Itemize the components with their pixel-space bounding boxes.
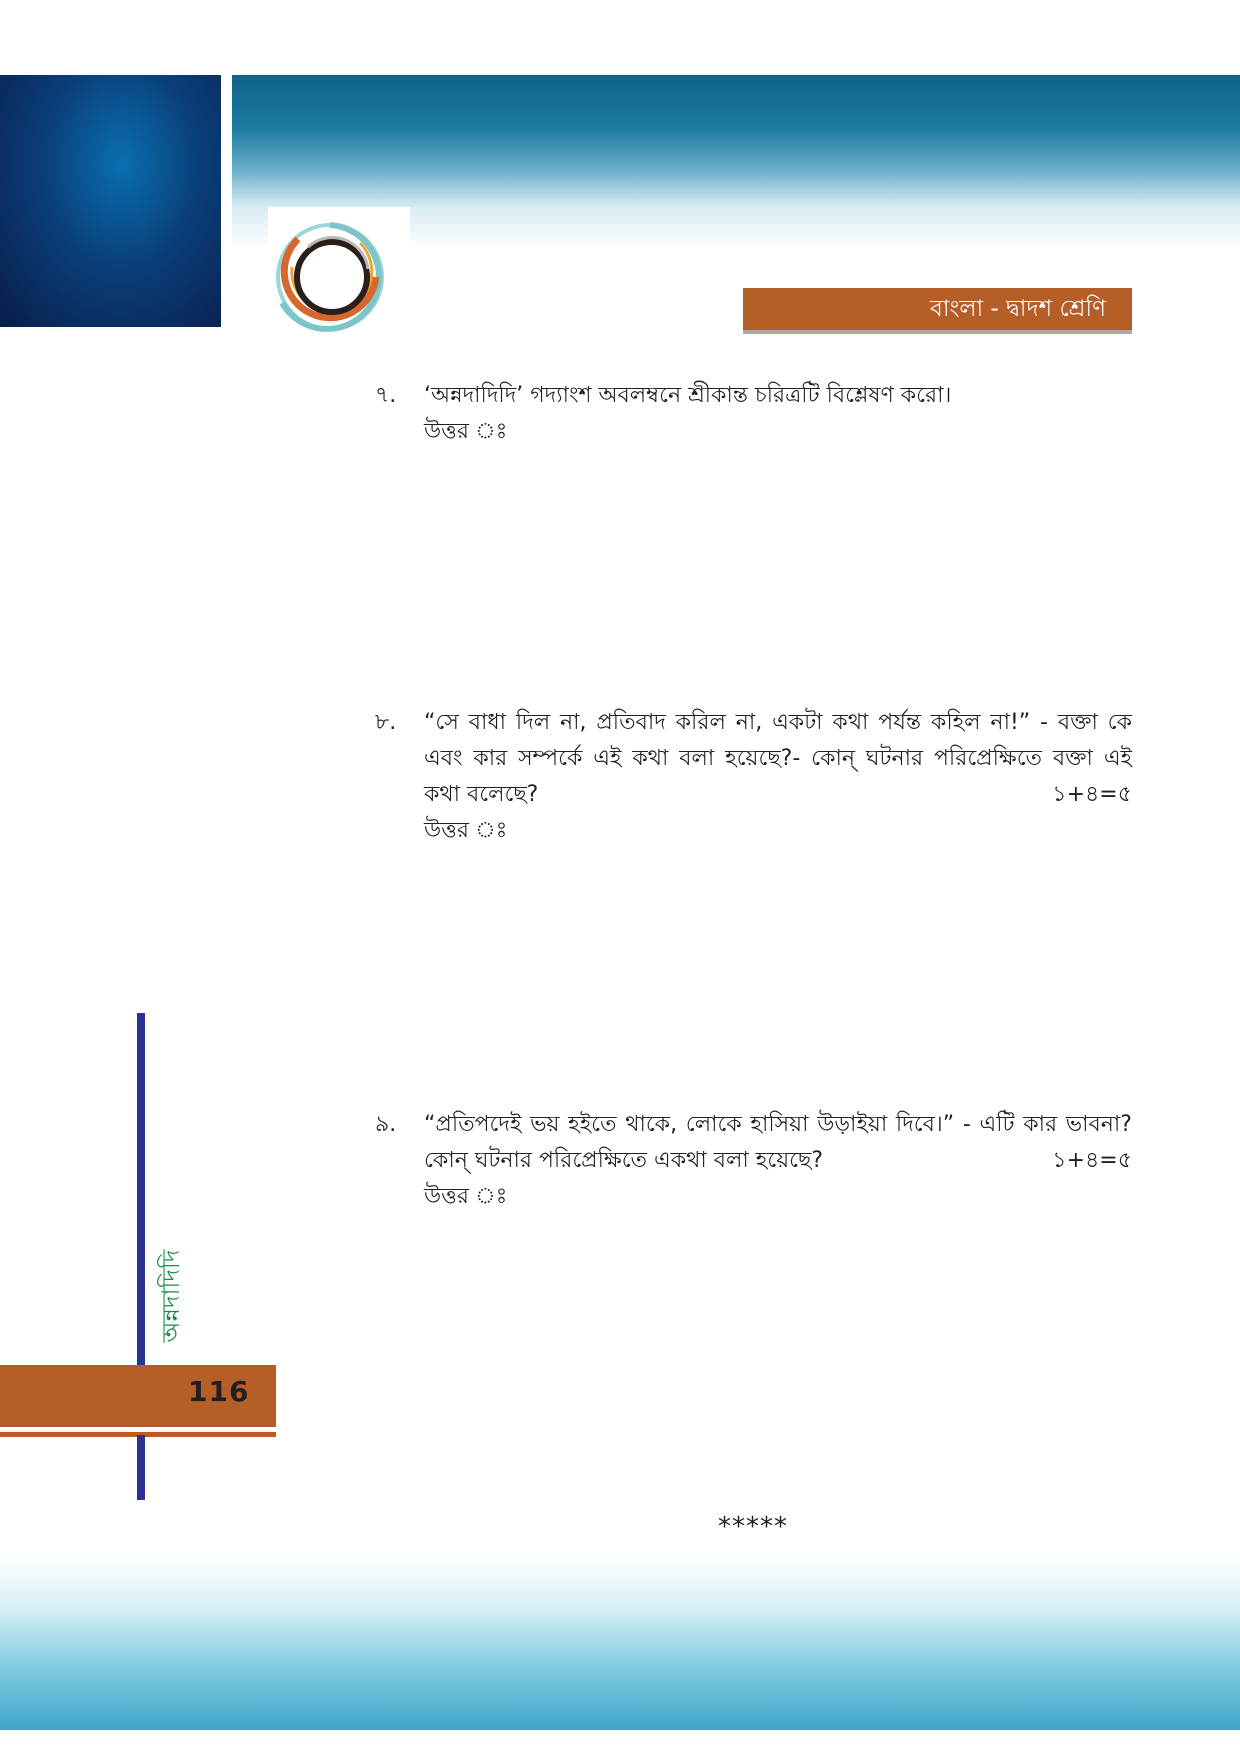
question-7 [375,378,1132,450]
side-bar-top [137,1013,145,1365]
side-bar-bottom [137,1435,145,1500]
answer-label: উত্তর ঃ [424,1184,508,1209]
question-marks: ১+৪=৫ [1052,782,1132,807]
answer-label: উত্তর ঃ [424,818,508,843]
question-number: ৭. [375,383,397,408]
question-text: “সে বাধা দিল না, প্রতিবাদ করিল না, একটা কথা পর্যন্ত কহিল না!” - বক্তা কে এবং কার সম্পর্কে এই কথা বলা হয়েছে?- কোন্ ঘটনার পরিপ্রেক্ষিতে বক্তা এই কথা বলেছে? [424,710,1132,807]
page-number: 116 [188,1375,250,1408]
chapter-side-title: অন্নদাদিদি [157,1249,185,1343]
question-number: ৮. [375,710,397,735]
question-body [424,1107,1132,1179]
header-blue-square [0,75,221,327]
question-9 [375,1107,1132,1215]
question-body [424,705,1132,813]
question-8 [375,705,1132,849]
answer-label: উত্তর ঃ [424,419,508,444]
question-number: ৯. [375,1112,397,1137]
end-marker: ***** [718,1512,788,1542]
subject-class-title: বাংলা - দ্বাদশ শ্রেণি [930,295,1106,322]
question-text: ‘অন্নদাদিদি’ গদ্যাংশ অবলম্বনে শ্রীকান্ত চরিত্রটি বিশ্লেষণ করো। [424,383,952,408]
question-marks: ১+৪=৫ [1052,1148,1132,1173]
question-text: “প্রতিপদেই ভয় হইতে থাকে, লোকে হাসিয়া উড়াইয়া দিবে।” - এটি কার ভাবনা? কোন্ ঘটনার পরিপ্রেক্ষিতে একথা বলা হয়েছে? [424,1112,1132,1173]
subject-class-tab [743,288,1132,330]
swirl-logo-icon [268,207,410,345]
footer-gradient-band [0,1555,1240,1730]
